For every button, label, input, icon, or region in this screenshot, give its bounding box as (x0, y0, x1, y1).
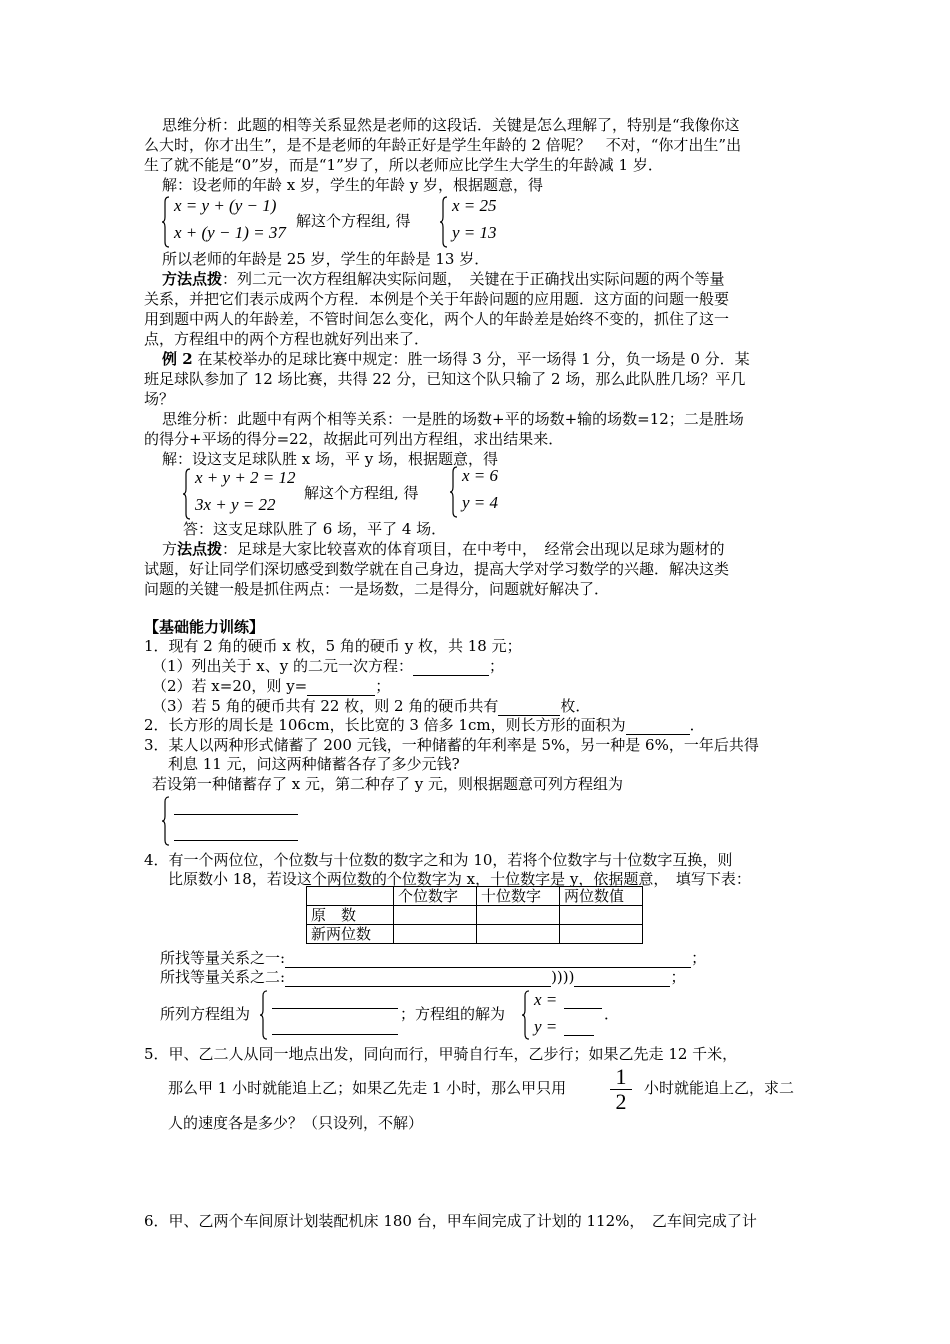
y-equals: y = (534, 1017, 558, 1036)
answer-blank-1a[interactable] (413, 660, 489, 676)
x-equals: x = (534, 990, 558, 1009)
example-2-label: 例 2 (162, 350, 193, 368)
equation-2b: 3x + y = 22 (195, 495, 276, 514)
solution-1a: x = 25 (452, 196, 497, 215)
method-1-line3: 用到题中两人的年龄差，不管时间怎么变化，两个人的年龄差是始终不变的，抓住了这一 (144, 310, 730, 328)
question-1c-text: （3）若 5 角的硬币共有 22 枚，则 2 角的硬币共有 (152, 697, 499, 715)
analysis-1-line1: 思维分析：此题的相等关系显然是老师的这段话．关键是怎么理解了，特别是“我像你这 (162, 116, 740, 134)
blank-solution-system (522, 990, 602, 1040)
left-brace-icon (162, 796, 170, 846)
table-header-row (307, 887, 643, 906)
question-5-line2a: 那么甲 1 小时就能追上乙；如果乙先走 1 小时，那么甲只用 (168, 1079, 567, 1097)
period: ． (604, 1005, 620, 1023)
question-6-line1: 6．甲、乙两个车间原计划装配机床 180 台，甲车间完成了计划的 112%， 乙车间完成了计 (144, 1212, 757, 1230)
equation-system-2 (183, 468, 313, 520)
table-cell-input[interactable] (560, 906, 643, 925)
method-1-line4: 点，方程组中的两个方程也就好列出来了． (144, 330, 430, 348)
method-1-text: ：列二元一次方程组解决实际问题， 关键在于正确找出实际问题的两个等量 (222, 270, 725, 288)
method-2-text: ：足球是大家比较喜欢的体育项目，在中考中， 经常会出现以足球为题材的 (222, 540, 725, 558)
answer-line-4a[interactable] (272, 1008, 398, 1009)
answer-blank-2[interactable] (626, 719, 690, 735)
method-1-line1 (162, 270, 725, 289)
solve-text-1: 解这个方程组, 得 (296, 212, 411, 230)
answer-line-3b[interactable] (174, 840, 298, 841)
question-5-line1: 5．甲、乙二人从同一地点出发，同向而行，甲骑自行车，乙步行；如果乙先走 12 千米， (144, 1045, 738, 1063)
method-2-line3: 问题的关键一般是抓住两点：一是场数，二是得分，问题就好解决了． (144, 580, 610, 598)
method-tip-label-2: 法点拨 (177, 540, 223, 558)
answer-blank-relation-1[interactable] (285, 952, 691, 968)
question-5-line2b: 小时就能追上乙，求二 (644, 1079, 795, 1097)
solution-label: ；方程组的解为 (400, 1005, 506, 1023)
left-brace-icon (440, 196, 448, 248)
left-brace-icon (522, 990, 530, 1040)
table-cell-input[interactable] (394, 906, 477, 925)
method-2-line1 (162, 540, 725, 559)
question-4-line1: 4．有一个两位位，个位数与十位数的数字之和为 10，若将个位数字与十位数字互换，则 (144, 851, 733, 869)
equation-1b: x + (y − 1) = 37 (174, 223, 286, 242)
question-2 (144, 716, 705, 735)
answer-1: 所以老师的年龄是 25 岁，学生的年龄是 13 岁． (162, 250, 490, 268)
answer-blank-1c[interactable] (498, 700, 560, 716)
question-1c (152, 697, 590, 716)
table-row-label: 原 数 (307, 906, 394, 925)
question-3-line2: 利息 11 元，问这两种储蓄各存了多少元钱? (168, 755, 460, 773)
relation-2 (160, 968, 686, 987)
analysis-2-line2: 的得分+平场的得分=22，故据此可列出方程组，求出结果来． (144, 430, 564, 448)
fraction-numerator: 1 (615, 1064, 627, 1089)
solution-system-2 (450, 466, 520, 518)
fraction-one-half (610, 1066, 632, 1113)
semicolon: ； (670, 968, 686, 986)
question-5-line3: 人的速度各是多少？（只设列，不解） (168, 1114, 424, 1132)
method-tip-label: 方法点拨 (162, 270, 223, 288)
solution-system-1 (440, 196, 520, 248)
answer-2: 答：这支足球队胜了 6 场，平了 4 场． (183, 520, 447, 538)
question-2-text: 2．长方形的周长是 106cm，长比宽的 3 倍多 1cm，则长方形的面积为 (144, 716, 626, 734)
answer-line-y[interactable] (564, 1035, 594, 1036)
relation-2-parens: )))) (551, 968, 575, 986)
method-1-line2: 关系，并把它们表示成两个方程．本例是个关于年龄问题的应用题．这方面的问题一般要 (144, 290, 730, 308)
analysis-1-line3: 生了就不能是“0”岁，而是“1”岁了，所以老师应比学生大学生的年龄减 1 岁． (144, 156, 663, 174)
table-cell-input[interactable] (394, 925, 477, 944)
table-row (307, 906, 643, 925)
equation-system-1 (162, 196, 302, 248)
period: ． (689, 716, 705, 734)
table-cell-input[interactable] (560, 925, 643, 944)
relation-2-label: 所找等量关系之二: (160, 968, 286, 986)
answer-line-3a[interactable] (174, 814, 298, 815)
digit-table (306, 886, 643, 944)
table-header-cell: 个位数字 (394, 887, 477, 906)
question-1b (152, 677, 390, 696)
question-3-line3: 若设第一种储蓄存了 x 元，第二种存了 y 元，则根据题意可列方程组为 (152, 775, 624, 793)
blank-equation-system-4 (260, 990, 406, 1040)
question-3-line1: 3．某人以两种形式储蓄了 200 元钱，一种储蓄的年利率是 5%，另一种是 6%，一年后共得 (144, 736, 759, 754)
system-label: 所列方程组为 (160, 1005, 251, 1023)
semicolon: ； (375, 677, 391, 695)
left-brace-icon (183, 468, 191, 520)
question-1: 1．现有 2 角的硬币 x 枚，5 角的硬币 y 枚，共 18 元； (144, 637, 522, 655)
analysis-2-line1: 思维分析：此题中有两个相等关系：一是胜的场数+平的场数+输的场数=12；二是胜场 (162, 410, 744, 428)
table-cell-input[interactable] (477, 925, 560, 944)
solution-2-intro: 解：设这支足球队胜 x 场，平 y 场，根据题意，得 (162, 450, 499, 468)
semicolon: ； (489, 657, 505, 675)
example-2-text: 在某校举办的足球比赛中规定：胜一场得 3 分，平一场得 1 分，负一场是 0 分．某 (192, 350, 750, 368)
example-2-line2: 班足球队参加了 12 场比赛，共得 22 分，已知这个队只输了 2 场，那么此队胜几场？平几 (144, 370, 746, 388)
solution-2a: x = 6 (462, 466, 499, 485)
relation-1-label: 所找等量关系之一: (160, 949, 286, 967)
equation-1a: x = y + (y − 1) (174, 196, 277, 215)
analysis-1-line2: 么大时，你才出生”，是不是老师的年龄正好是学生年龄的 2 倍呢？ 不对，“你才出生”出 (144, 136, 742, 154)
section-heading: 【基础能力训练】 (144, 618, 265, 636)
example-2-line3: 场？ (144, 390, 175, 408)
table-cell-input[interactable] (477, 906, 560, 925)
solve-text-2: 解这个方程组, 得 (304, 484, 419, 502)
question-1c-unit: 枚． (560, 697, 591, 715)
answer-line-4b[interactable] (272, 1034, 398, 1035)
table-header-cell (307, 887, 394, 906)
relation-1 (160, 949, 706, 968)
solution-2b: y = 4 (462, 493, 499, 512)
table-header-cell: 十位数字 (477, 887, 560, 906)
question-1b-text: （2）若 x=20，则 y= (152, 677, 308, 695)
method-2-line2: 试题，好让同学们深切感受到数学就在自己身边，提高大学对学习数学的兴趣．解决这类 (144, 560, 730, 578)
blank-equation-system-3 (162, 796, 302, 846)
question-1a (152, 657, 504, 676)
answer-blank-relation-2b[interactable] (574, 971, 670, 987)
fraction-denominator: 2 (615, 1089, 627, 1114)
example-2-line1 (162, 350, 750, 369)
left-brace-icon (260, 990, 268, 1040)
answer-blank-1b[interactable] (307, 680, 375, 696)
method-2-first-char: 方 (162, 540, 178, 558)
answer-line-x[interactable] (564, 1008, 602, 1009)
table-row-label: 新两位数 (307, 925, 394, 944)
left-brace-icon (162, 196, 170, 248)
answer-blank-relation-2a[interactable] (285, 971, 551, 987)
question-1a-text: （1）列出关于 x、y 的二元一次方程： (152, 657, 414, 675)
table-header-cell: 两位数值 (560, 887, 643, 906)
semicolon: ； (691, 949, 707, 967)
table-row (307, 925, 643, 944)
left-brace-icon (450, 466, 458, 518)
question-4-line2: 比原数小 18，若设这个两位数的个位数字为 x，十位数字是 y，依据题意， 填写下表： (168, 870, 751, 888)
equation-2a: x + y + 2 = 12 (195, 468, 296, 487)
solution-1-intro: 解：设老师的年龄 x 岁，学生的年龄 y 岁，根据题意，得 (162, 176, 544, 194)
solution-1b: y = 13 (452, 223, 497, 242)
